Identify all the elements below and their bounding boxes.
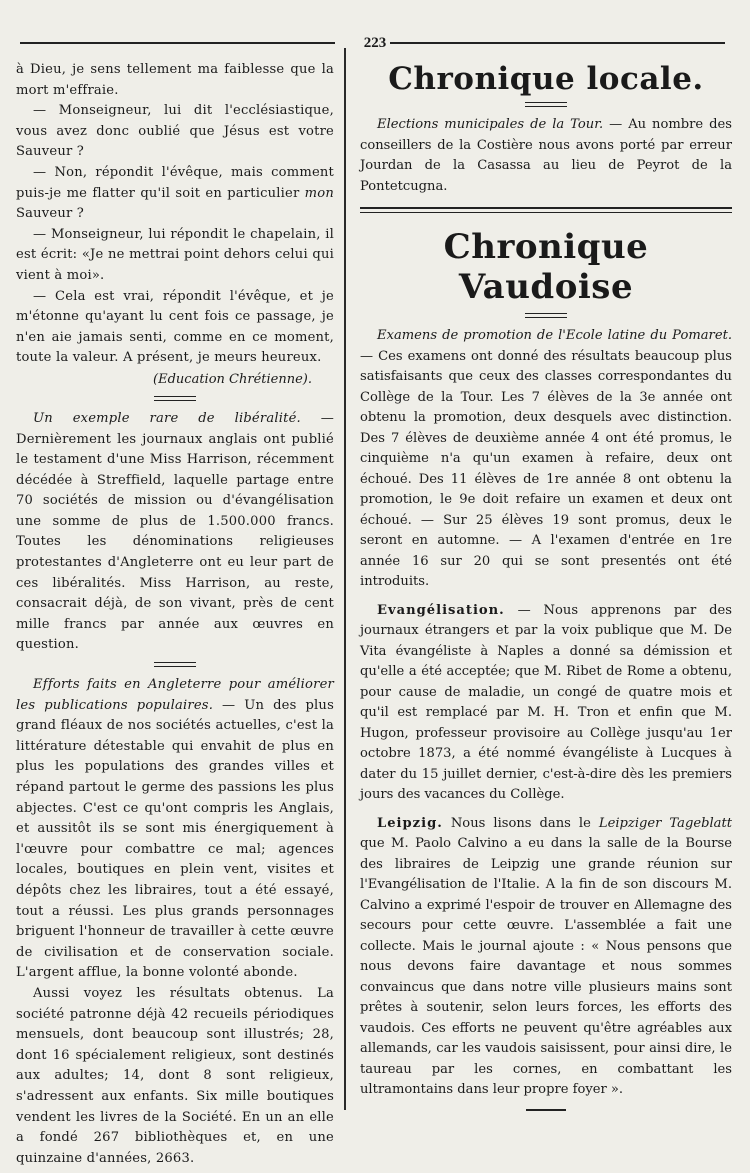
header-rule-right bbox=[365, 42, 725, 44]
section-separator bbox=[154, 662, 196, 667]
source-citation: (Education Chrétienne). bbox=[153, 371, 312, 387]
heading-chronique-vaudoise: Chronique Vaudoise bbox=[443, 227, 649, 307]
paragraph-chapelain: — Monseigneur, lui répondit le chapelain, il est écrit: «Je ne mettrai point dehors celui qui vient à moi». bbox=[16, 226, 334, 283]
article-title: Examens de promotion de l'Ecole latine du Pomaret. bbox=[377, 328, 732, 343]
article-leipzig bbox=[360, 814, 732, 1101]
article-title: Evangélisation. bbox=[377, 602, 505, 618]
column-divider bbox=[344, 48, 346, 1110]
double-rule bbox=[360, 207, 732, 213]
article-publications bbox=[16, 675, 334, 984]
article-title: Un exemple rare de libéralité. bbox=[33, 410, 301, 426]
section-separator bbox=[525, 313, 567, 318]
heading-chronique-locale: Chronique locale. bbox=[388, 61, 704, 97]
paragraph-continued: à Dieu, je sens tellement ma faiblesse que la mort m'effraie. bbox=[16, 62, 334, 98]
paragraph-eveque-final: — Cela est vrai, répondit l'évêque, et je m'étonne qu'ayant lu cent fois ce passage, je n'en aie jamais senti, comme en ce moment, toute la valeur. A présent, je meurs heureux. bbox=[16, 288, 334, 366]
article-body: — Un des plus grand fléaux de nos sociétés actuelles, c'est la littérature détestable qui envahit de plus en plus les populations des grandes villes et répand partout le germe des passions les plus abjectes. C'est ce qu'ont compris les Anglais, et aussitôt ils se sont mis énergiquement à l'œuvre pour combattre ce mal; agences locales, boutiques en plein vent, visites et dépôts chez les libraires, tout a été essayé, tout a réussi. Les plus grands personnages briguent l'honneur de travailler à cette œuvre de civilisation et de conservation sociale. L'argent afflue, la bonne volonté abonde. bbox=[16, 697, 334, 981]
article-body: — Au nombre des conseillers de la Costière nous avons porté par erreur Jourdan de la Casassa au lieu de Peyrot de la Pontetcugna. bbox=[360, 117, 732, 194]
article-title: Elections municipales de la Tour. bbox=[377, 117, 604, 132]
article-body: que M. Paolo Calvino a eu dans la salle de la Bourse des libraires de Leipzig une grande réunion sur l'Evangélisation de l'Italie. A la fin de son discours M. Calvino a exprimé l'espoir de trouver en Allemagne des secours pour cette œuvre. L'assemblée a fait une collecte. Mais le journal ajoute : « Nous pensons que nous devons faire davantage et nous sommes convaincus que dans notre ville plusieurs mains sont prêtes à soutenir, selon leurs forces, les efforts des vaudois. Ces efforts ne peuvent qu'être agréables aux allemands, car les vaudois saisissent, pour ainsi dire, le taureau par les cornes, en combattant les ultramontains dans leur propre foyer ». bbox=[360, 836, 732, 1097]
right-column bbox=[360, 60, 732, 1111]
article-body: — Ces examens ont donné des résultats beaucoup plus satisfaisants que ceux des classes correspondantes du Collège de la Tour. Les 7 élèves de la 3e année ont obtenu la promotion, deux desquels avec distinction. Des 7 élèves de deuxième année 4 ont été promus, le cinquième n'a qu'un examen à refaire, deux ont échoué. Des 11 élèves de 1re année 8 ont obtenu la promotion, le 9e doit refaire un examen et deux ont échoué. — Sur 25 élèves 19 sont promus, deux le seront en automne. — A l'examen d'entrée en 1re année 16 sur 20 qui se sont presentés ont été introduits. bbox=[360, 348, 732, 589]
article-examens bbox=[360, 326, 732, 593]
newspaper-name: Leipziger Tageblatt bbox=[598, 815, 732, 831]
article-liberalite bbox=[16, 409, 334, 656]
end-separator bbox=[526, 1109, 566, 1111]
paragraph-eveque-reply bbox=[16, 163, 334, 225]
article-body: — Dernièrement les journaux anglais ont publié le testament d'une Miss Harrison, récemment décédée à Streffield, laquelle partage entre 70 sociétés de mission ou d'évangélisation une somme de plus de 1.500.000 francs. Toutes les dénominations religieuses protestantes d'Angleterre ont eu leur part de ces libéralités. Miss Harrison, au reste, consacrait déjà, de son vivant, près de cent mille francs par année aux œuvres en question. bbox=[16, 410, 334, 653]
paragraph-ecclesiastique: — Monseigneur, lui dit l'ecclésiastique, vous avez donc oublié que Jésus est votre Sauveur ? bbox=[16, 103, 334, 160]
header-rule-left bbox=[20, 42, 335, 44]
article-title: Leipzig. bbox=[377, 815, 443, 831]
page-number: 223 bbox=[360, 35, 391, 52]
page-header bbox=[0, 30, 750, 56]
article-title: Efforts faits en Angleterre pour améliorer les publications populaires. bbox=[16, 677, 334, 713]
article-body: Nous lisons dans le bbox=[442, 815, 599, 831]
article-publications-results: Aussi voyez les résultats obtenus. La société patronne déjà 42 recueils périodiques mensuels, dont beaucoup sont illustrés; 28, dont 16 spécialement religieux, sont destinés aux adultes; 14, dont 8 sont religieux, s'adressent aux enfants. Six mille boutiques vendent les livres de la Société. En un an elle a fondé 267 bibliothèques et, en une quinzaine d'années, 2663. bbox=[16, 985, 334, 1166]
article-elections bbox=[360, 115, 732, 197]
text-segment: Sauveur ? bbox=[16, 206, 85, 222]
left-column bbox=[16, 60, 334, 1169]
emphasis-mon: mon bbox=[304, 185, 334, 201]
section-separator bbox=[525, 102, 567, 107]
text-segment: — Non, répondit l'évêque, mais comment puis-je me flatter qu'il soit en particulier bbox=[16, 164, 334, 201]
section-separator bbox=[154, 396, 196, 401]
article-evangelisation bbox=[360, 601, 732, 806]
article-body: — Nous apprenons par des journaux étrangers et par la voix publique que M. De Vita évangéliste à Naples a donné sa démission et qu'elle a été acceptée; que M. Ribet de Rome a obtenu, pour cause de maladie, un congé de quatre mois et qu'il est remplacé par M. H. Tron et enfin que M. Hugon, professeur provisoire au Collège jusqu'au 1er octobre 1873, a été nommé évangéliste à Lucques à dater du 15 juillet dernier, c'est-à-dire dès les premiers jours des vacances du Collège. bbox=[360, 602, 732, 802]
